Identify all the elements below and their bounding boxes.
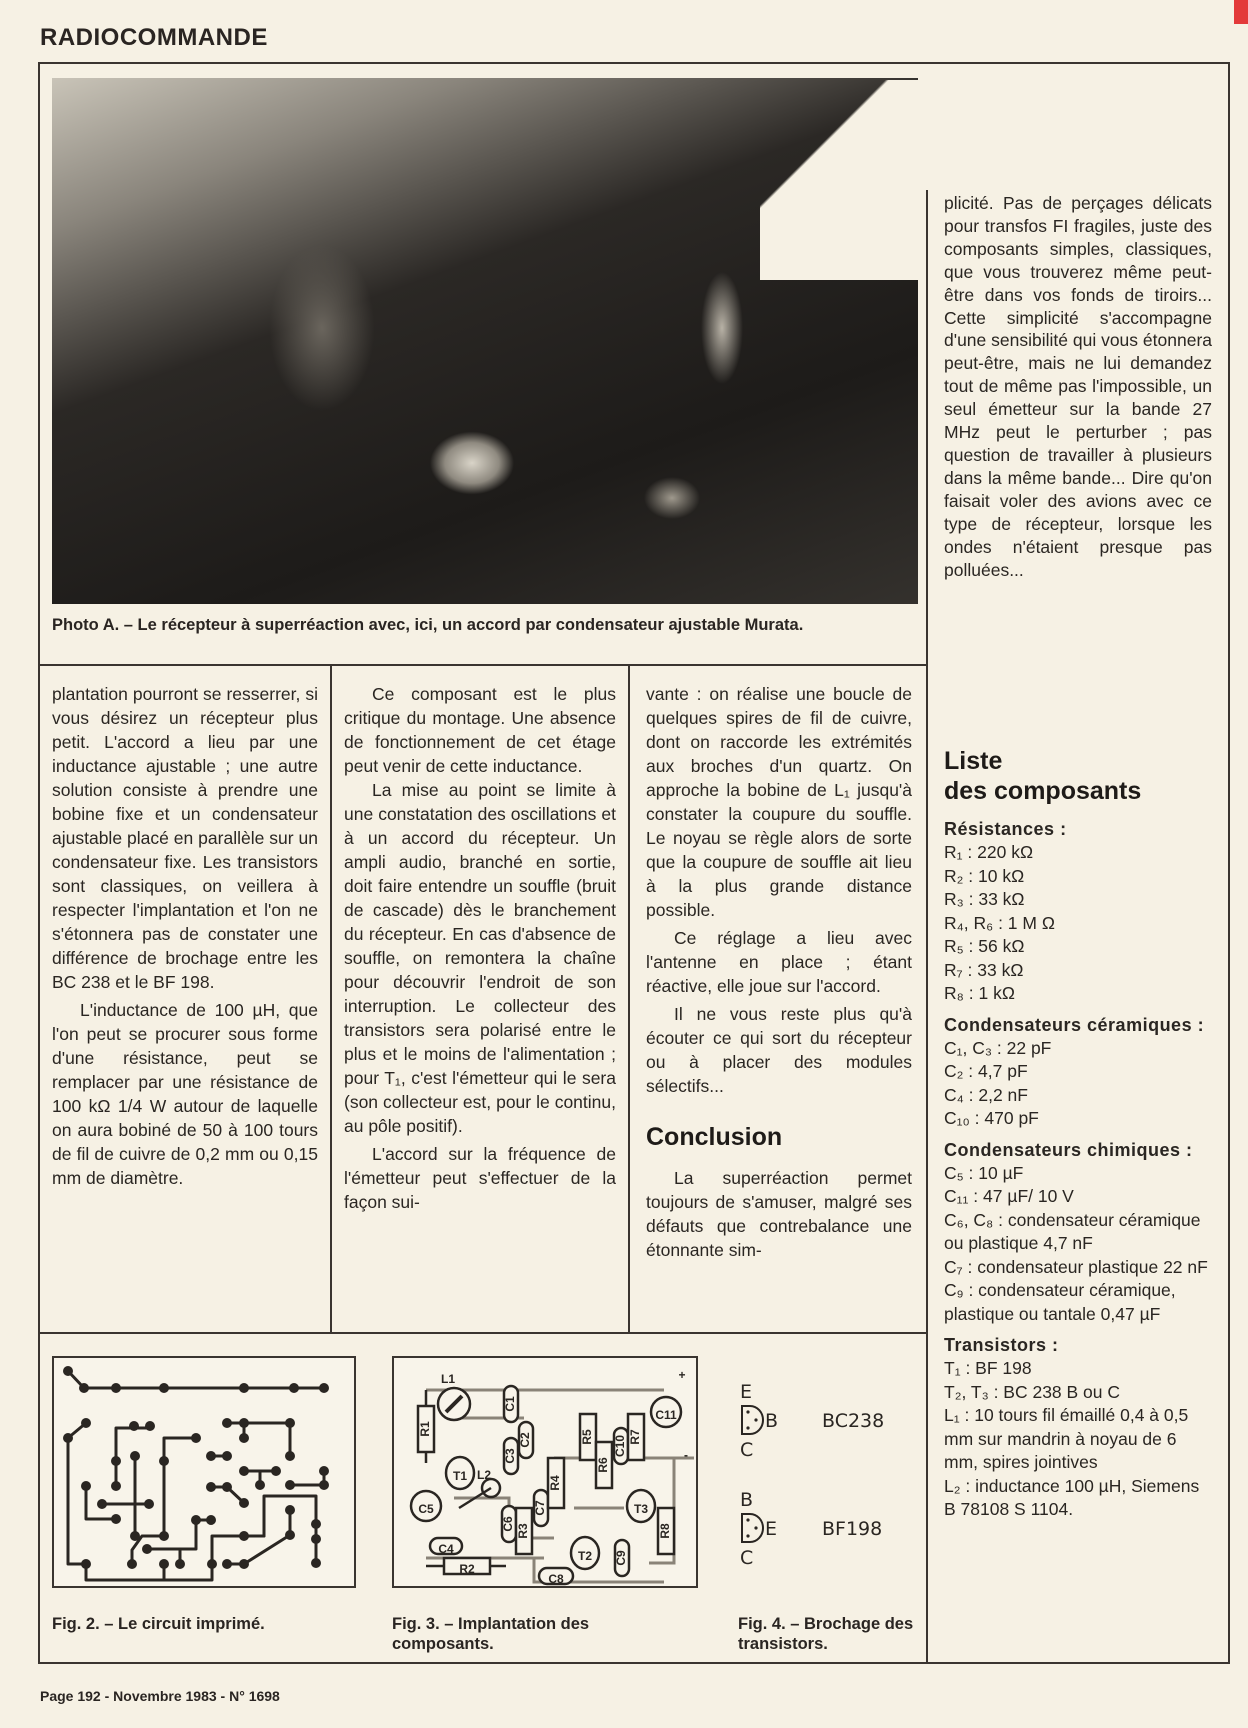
col3-paragraph-1: vante : on réalise une boucle de quelques spires de fil de cuivre, dont on raccorde les extrémités aux broches d'un quartz. On approche la bobine de L₁ jusqu'à constater la coupure du souffle. Le noyau se règle alors de sorte que la coupure de souffle ait lieu à la plus grande distance possible.	[646, 684, 912, 920]
right-intro-text: plicité. Pas de perçages délicats pour transfos FI fragiles, juste des composants simples, classiques, que vous trouverez même peut-être dans vos fonds de tiroirs... Cette simplicité s'accompagne d'une sensibilité qui vous étonnera peut-être, mais ne lui demandez tout de même pas l'impossible, un seul émetteur sur la bande 27 MHz peut le perturber ; pas question de travailler à plusieurs dans la même bande... Dire qu'on faisait voler des avions avec ce type de récepteur, lorsque les ondes n'étaient presque pas polluées...	[944, 193, 1212, 580]
fig3-label: C6	[501, 1516, 516, 1532]
fig4-transistor-bc238	[740, 1381, 884, 1461]
fig4-transistor-bf198	[740, 1489, 882, 1569]
right-intro-column	[944, 192, 1212, 581]
fig2-caption: Fig. 2. – Le circuit imprimé.	[52, 1615, 265, 1633]
fig4-transistor-name: BF198	[822, 1518, 883, 1540]
parts-list-item: T₁ : BF 198	[944, 1358, 1032, 1378]
fig4-transistor-name: BC238	[822, 1410, 885, 1432]
parts-list	[944, 746, 1212, 1522]
parts-list-item: R₃ : 33 kΩ	[944, 889, 1025, 909]
divider-col2-col3	[628, 664, 630, 1332]
col3-paragraph-4: La superréaction permet toujours de s'amuser, malgré ses défauts que contrebalance une étonnante sim-	[646, 1168, 912, 1260]
col3-paragraph-3: Il ne vous reste plus qu'à écouter ce qui sort du récepteur ou à placer des modules sélectifs...	[646, 1004, 912, 1096]
parts-list-item: R₄, R₆ : 1 M Ω	[944, 912, 1055, 933]
fig3-label: C7	[533, 1500, 548, 1516]
fig3-label: T3	[633, 1502, 649, 1517]
fig3-label: T2	[577, 1549, 593, 1564]
fig4-pin-bottom: C	[740, 1547, 754, 1569]
fig3-label: R7	[628, 1429, 643, 1445]
fig3-label: C2	[518, 1432, 533, 1448]
parts-list-item: C₁₁ : 47 µF/ 10 V	[944, 1186, 1074, 1206]
fig3-label: R3	[516, 1523, 531, 1539]
fig3-layout-box	[392, 1356, 698, 1588]
fig4-transistor-outline	[742, 1406, 763, 1434]
fig4-pin-dot	[754, 1526, 757, 1529]
fig3-label: R8	[658, 1523, 673, 1539]
fig3-label: C3	[503, 1448, 518, 1464]
fig3-label: +	[678, 1368, 686, 1383]
parts-list-title	[944, 746, 1212, 806]
page-footer: Page 192 - Novembre 1983 - N° 1698	[40, 1688, 280, 1704]
fig3-label: C1	[503, 1396, 518, 1412]
parts-list-item: C₆, C₈ : condensateur céramique ou plastique 4,7 nF	[944, 1209, 1201, 1253]
fig3-label: R1	[418, 1421, 433, 1437]
fig2-pcb-drawing	[54, 1358, 354, 1586]
parts-list-item: R₁ : 220 kΩ	[944, 842, 1034, 862]
parts-list-item: C₄ : 2,2 nF	[944, 1084, 1028, 1105]
parts-list-item: C₂ : 4,7 pF	[944, 1061, 1028, 1081]
fig4-pin-dot	[754, 1418, 757, 1421]
fig4-pin-top: E	[740, 1381, 753, 1403]
fig3-layout-drawing	[394, 1358, 696, 1586]
parts-list-item: R₈ : 1 kΩ	[944, 983, 1015, 1003]
parts-group-heading: Résistances :	[944, 819, 1067, 839]
parts-list-item: L₂ : inductance 100 µH, Siemens B 78108 S 1104.	[944, 1475, 1200, 1519]
section-title: RADIOCOMMANDE	[40, 24, 268, 51]
fig4-pin-bottom: C	[740, 1439, 754, 1461]
fig3-label: R2	[459, 1562, 475, 1577]
conclusion-heading: Conclusion	[646, 1123, 783, 1151]
fig3-label: C8	[548, 1572, 564, 1586]
fig4-drawing	[740, 1380, 910, 1580]
fig3-label: C5	[418, 1502, 434, 1517]
parts-list-item: C₁₀ : 470 pF	[944, 1108, 1039, 1128]
col2-paragraph-1: Ce composant est le plus critique du montage. Une absence de fonctionnement de cet étage peut venir de cette inductance.	[344, 684, 616, 776]
photo-caption: Photo A. – Le récepteur à superréaction avec, ici, un accord par condensateur ajustable Murata.	[52, 616, 804, 634]
fig3-label: R6	[596, 1457, 611, 1473]
col1-paragraph-1: plantation pourront se resserrer, si vous désirez un récepteur plus petit. L'accord a lieu par une inductance ajustable ; une autre solution consiste à prendre une bobine fixe et un condensateur ajustable placé en parallèle sur un condensateur fixe. Les transistors sont classiques, on veillera à respecter l'implantation et l'on ne s'étonnera pas de constater une différence de brochage entre les BC 238 et le BF 198.	[52, 684, 318, 992]
fig3-label: C4	[438, 1542, 454, 1557]
parts-list-item: C₉ : condensateur céramique, plastique ou tantale 0,47 µF	[944, 1280, 1176, 1324]
divider-below-photo	[38, 664, 926, 666]
fig3-label: T1	[452, 1469, 468, 1484]
parts-list-item: R₅ : 56 kΩ	[944, 936, 1025, 956]
parts-group-heading: Transistors :	[944, 1335, 1059, 1355]
parts-list-item: C₅ : 10 µF	[944, 1162, 1024, 1183]
fig3-label: -	[684, 1448, 688, 1463]
fig3-label: C9	[614, 1550, 629, 1566]
fig3-label: L1	[440, 1372, 456, 1387]
text-column-2	[344, 682, 616, 1214]
col2-paragraph-2: La mise au point se limite à une constatation des oscillations et à un accord du récepteur. Un ampli audio, branché en sortie, doit faire entendre un souffle (bruit de cascade) dès le branchement du récepteur. En cas d'absence de souffle, on remontera la chaîne pour découvrir l'endroit de son interruption. Le collecteur des transistors sera polarisé entre le plus et le moins de l'alimentation ; pour T₁, c'est l'émetteur qui le sera (son collecteur est, pour le continu, au pôle positif).	[344, 780, 616, 1136]
parts-groups	[944, 818, 1212, 1522]
fig2-pcb-box	[52, 1356, 356, 1588]
fig3-label: C10	[613, 1434, 628, 1458]
parts-group-heading: Condensateurs céramiques :	[944, 1014, 1205, 1035]
col2-paragraph-3: L'accord sur la fréquence de l'émetteur peut s'effectuer de la façon sui-	[344, 1144, 616, 1212]
col1-paragraph-2: L'inductance de 100 µH, que l'on peut se procurer sous forme d'une résistance, peut se remplacer par une résistance de 100 kΩ 1/4 W autour de laquelle on aura bobiné de 50 à 100 tours de fil de cuivre de 0,2 mm ou 0,15 mm de diamètre.	[52, 1000, 318, 1188]
fig4-pin-side: E	[765, 1518, 778, 1540]
page-edge-mark	[1234, 0, 1248, 24]
divider-above-figures	[38, 1332, 926, 1334]
parts-list-item: R₂ : 10 kΩ	[944, 865, 1025, 886]
divider-col1-col2	[330, 664, 332, 1332]
text-column-1	[52, 682, 318, 1190]
photo-background-corner	[760, 80, 918, 280]
fig4-pin-dot	[746, 1426, 749, 1429]
fig4-pin-dot	[746, 1534, 749, 1537]
fig4-caption: Fig. 4. – Brochage des transistors.	[738, 1615, 914, 1653]
fig4-pin-side: B	[765, 1410, 779, 1432]
parts-list-item: C₇ : condensateur plastique 22 nF	[944, 1256, 1208, 1277]
text-column-3	[646, 682, 912, 1262]
parts-list-item: R₇ : 33 kΩ	[944, 959, 1024, 980]
fig3-label: L2	[476, 1468, 492, 1483]
fig3-label: R5	[580, 1429, 595, 1445]
fig4-transistor-outline	[742, 1514, 763, 1542]
parts-list-item: L₁ : 10 tours fil émaillé 0,4 à 0,5 mm sur mandrin à noyau de 6 mm, spires jointives	[944, 1405, 1189, 1472]
parts-list-item: C₁, C₃ : 22 pF	[944, 1037, 1052, 1058]
parts-list-item: T₂, T₃ : BC 238 B ou C	[944, 1381, 1121, 1402]
parts-list-title-line-1: Liste	[944, 747, 1003, 775]
fig4-pin-top: B	[740, 1489, 754, 1511]
parts-group-heading: Condensateurs chimiques :	[944, 1139, 1193, 1160]
fig3-label: C11	[655, 1408, 677, 1423]
parts-list-title-line-2: des composants	[944, 777, 1142, 805]
fig3-label: R4	[548, 1475, 563, 1491]
fig4-pin-dot	[746, 1518, 749, 1521]
divider-right-column	[926, 190, 928, 1664]
fig4-pinouts	[740, 1380, 910, 1580]
fig4-pin-dot	[746, 1410, 749, 1413]
col3-paragraph-2: Ce réglage a lieu avec l'antenne en place ; étant réactive, elle joue sur l'accord.	[646, 928, 912, 996]
fig3-caption: Fig. 3. – Implantation des composants.	[392, 1615, 590, 1653]
